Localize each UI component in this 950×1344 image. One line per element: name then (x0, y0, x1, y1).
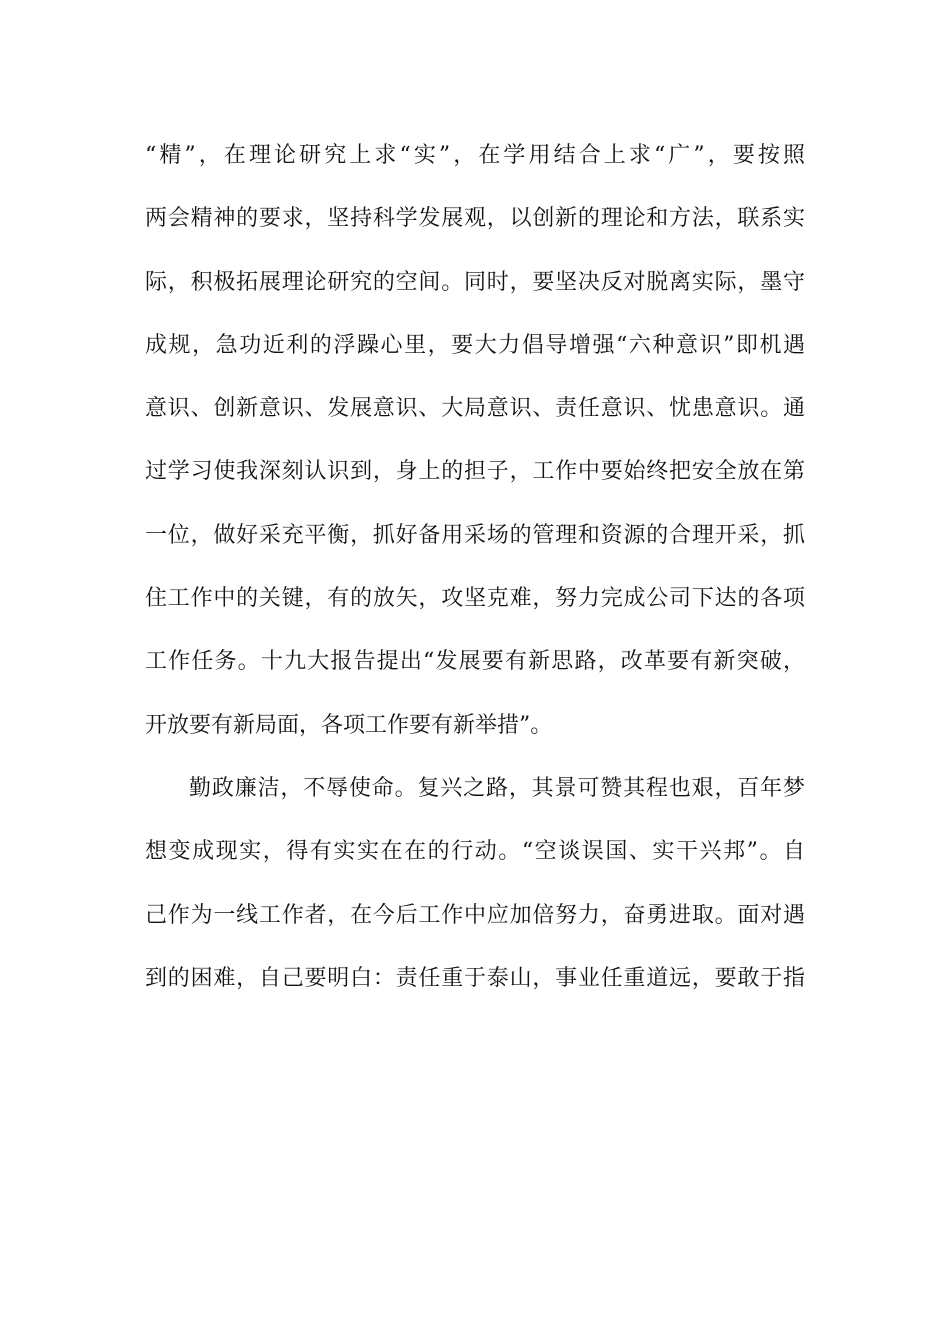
paragraph-line: 一位，做好采充平衡，抓好备用采场的管理和资源的合理开采，抓 (145, 522, 805, 548)
paragraph-line: 到的困难，自己要明白：责任重于泰山，事业任重道远，要敢于指 (145, 965, 805, 991)
paragraph-line: “精”，在理论研究上求“实”，在学用结合上求“广”，要按照 (145, 143, 805, 168)
paragraph-line: 己作为一线工作者，在今后工作中应加倍努力，奋勇进取。面对遇 (145, 902, 805, 928)
paragraph-line: 勤政廉洁，不辱使命。复兴之路，其景可赞其程也艰，百年梦 (189, 775, 805, 801)
paragraph-line: 工作任务。十九大报告提出“发展要有新思路，改革要有新突破， (145, 649, 805, 675)
document-body (145, 124, 805, 1010)
paragraph-line: 际，积极拓展理论研究的空间。同时，要坚决反对脱离实际，墨守 (145, 269, 805, 295)
paragraph-line: 住工作中的关键，有的放矢，攻坚克难，努力完成公司下达的各项 (145, 586, 805, 612)
paragraph-line: 意识、创新意识、发展意识、大局意识、责任意识、忧患意识。通 (145, 396, 805, 422)
paragraph-line: 开放要有新局面，各项工作要有新举措”。 (145, 712, 553, 738)
paragraph-line: 两会精神的要求，坚持科学发展观，以创新的理论和方法，联系实 (145, 206, 805, 232)
paragraph-line: 过学习使我深刻认识到，身上的担子，工作中要始终把安全放在第 (145, 459, 805, 485)
paragraph-line: 想变成现实，得有实实在在的行动。“空谈误国、实干兴邦”。自 (145, 839, 805, 865)
paragraph-line: 成规，急功近利的浮躁心里，要大力倡导增强“六种意识”即机遇 (145, 332, 805, 358)
